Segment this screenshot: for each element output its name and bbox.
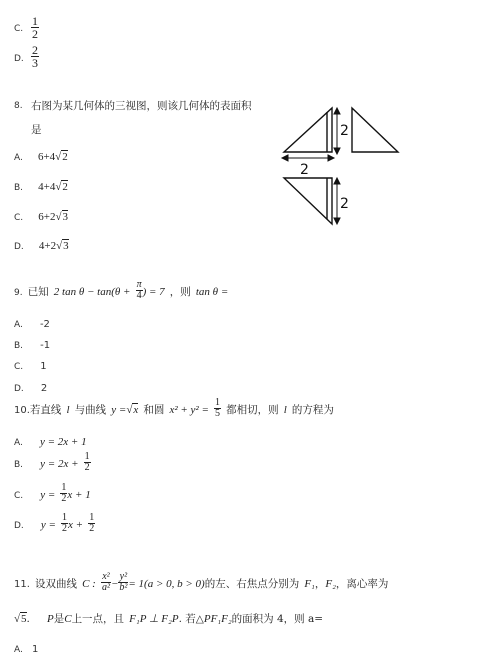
option-a: [14, 430, 87, 449]
option-text: -2: [39, 319, 50, 330]
stem-text: . 若△: [178, 613, 204, 625]
question-stem-continued: 是: [31, 124, 42, 136]
fraction-numerator: 1: [89, 512, 95, 523]
option-text: x +: [68, 519, 84, 531]
fraction-numerator: 1: [62, 512, 68, 523]
option-text: 6+2: [38, 211, 56, 223]
question-number: 8.: [14, 101, 23, 111]
radicand: x: [133, 404, 139, 416]
radicand: 3: [62, 211, 69, 223]
fraction-denominator: a²: [101, 582, 110, 593]
question-stem-continued: √5. P是C上一点，且 F₁P ⊥ F₂P. 若△PF₁F₂的面积为 4，则 a=: [14, 613, 324, 625]
option-label: D.: [14, 384, 24, 394]
math-expression: F₁P ⊥ F₂P: [129, 613, 179, 625]
math-expression: = 1(a > 0, b > 0): [128, 578, 205, 590]
fraction: [214, 398, 221, 419]
fraction-numerator: 1: [32, 14, 38, 28]
fraction-denominator: 2: [62, 523, 68, 534]
stem-text: 的面积为 4，则 a=: [231, 613, 324, 625]
fraction-numerator: 1: [61, 482, 67, 493]
option-text: x + 1: [67, 489, 91, 501]
stem-text: 若直线: [29, 404, 62, 416]
option-label: A.: [14, 438, 23, 448]
stem-text: ，: [314, 578, 326, 590]
option-a: [14, 637, 38, 656]
math-expression: x² + y² =: [169, 404, 209, 416]
stem-text: 和圆: [143, 404, 165, 416]
stem-text: 的方程为: [291, 404, 334, 416]
option-b: [14, 333, 50, 352]
fraction-numerator: x²: [102, 571, 110, 582]
question-stem: 10.若直线 l 与曲线 y =√x 和圆 x² + y² = $\frac{1}{5}$ 都相切，则 l 的方程为: [14, 397, 334, 419]
top-view: [284, 178, 332, 224]
math-expression: PF₁F₂: [203, 613, 232, 625]
fraction-numerator: π: [136, 279, 142, 290]
fraction-denominator: b²: [119, 582, 128, 593]
option-d: [14, 513, 95, 534]
question-stem: [14, 572, 388, 593]
math-expression: tan θ =: [195, 286, 229, 298]
option-label: A.: [14, 153, 23, 163]
option-text: 1: [31, 644, 39, 655]
dimension-label: 2: [340, 123, 349, 139]
math-var: C: [64, 613, 72, 625]
option-text: 6+4: [37, 151, 56, 163]
fraction-denominator: 2: [32, 27, 38, 41]
option-label: C.: [14, 213, 24, 223]
stem-text: 的左、右焦点分别为: [204, 578, 300, 590]
fraction-numerator: 1: [215, 397, 220, 408]
fraction: [84, 452, 91, 473]
fraction: [31, 44, 39, 69]
radicand: 5: [21, 613, 27, 625]
stem-text: 是: [53, 613, 65, 625]
fraction-denominator: 3: [32, 56, 38, 70]
dimension-label: 2: [300, 162, 309, 178]
option-text: 2: [40, 383, 48, 394]
option-text: y =: [40, 489, 56, 501]
math-expression: C :: [82, 578, 96, 590]
fraction-denominator: 2: [89, 523, 95, 534]
option-text: 4+4: [38, 181, 56, 193]
dimension-label: 2: [340, 196, 349, 212]
option-text: 4+2: [38, 240, 57, 252]
option-text: 1: [40, 361, 47, 372]
stem-text: ，离心率为: [335, 578, 389, 590]
question-stem: [14, 280, 228, 301]
stem-text: 与曲线: [74, 404, 107, 416]
fraction: [136, 280, 143, 301]
front-view: [284, 108, 332, 152]
radicand: 2: [62, 181, 68, 193]
option-c: C. 6+2√3: [14, 211, 69, 223]
stem-text: 设双曲线: [35, 578, 77, 590]
question-stem: 右图为某几何体的三视图，则该几何体的表面积: [31, 100, 252, 112]
option-b: [14, 452, 91, 473]
option-label: C.: [14, 362, 24, 372]
side-view: [352, 108, 398, 152]
question-number: 9.: [14, 288, 23, 298]
fraction-denominator: 4: [136, 290, 142, 301]
option-label: D.: [14, 54, 24, 64]
option-d: [14, 376, 47, 395]
option-a: [14, 312, 50, 331]
stem-text: 上一点，且: [71, 613, 125, 625]
option-text: y =: [40, 519, 56, 531]
option-b: B. 4+4√2: [14, 181, 68, 193]
math-expression: y =: [111, 404, 127, 416]
question-number: 10.: [14, 405, 30, 416]
math-var: l: [66, 404, 70, 416]
stem-text: 都相切，则: [226, 404, 279, 416]
front-width-dimension: [282, 155, 334, 161]
option-label: A.: [14, 320, 23, 330]
math-expression: ) = 7: [142, 286, 165, 298]
option-label: B.: [14, 183, 24, 193]
option-label: A.: [14, 645, 23, 655]
option-text: y = 2x +: [40, 458, 79, 470]
stem-text: .: [26, 613, 30, 625]
three-view-figure: [272, 100, 412, 230]
math-operator: −: [110, 578, 119, 590]
fraction-denominator: 5: [215, 408, 220, 419]
fraction-numerator: y²: [119, 571, 128, 582]
question-number: 11.: [14, 579, 30, 590]
fraction-denominator: 2: [84, 462, 90, 473]
math-var: l: [283, 404, 287, 416]
fraction-numerator: 1: [84, 451, 90, 462]
fraction: [118, 572, 128, 593]
fraction: [101, 572, 111, 593]
fraction: [61, 513, 68, 534]
stem-text: ，则: [169, 286, 191, 298]
option-label: D.: [14, 521, 24, 531]
option-c: [14, 483, 91, 504]
fraction-denominator: 2: [61, 493, 67, 504]
radicand: 3: [63, 240, 69, 252]
stem-text: 已知: [27, 286, 49, 298]
option-label: C.: [14, 24, 24, 34]
fraction-numerator: 2: [32, 43, 38, 57]
option-label: D.: [14, 242, 24, 252]
math-var: F₁: [304, 578, 315, 590]
fraction: [88, 513, 95, 534]
option-a: A. 6+4√2: [14, 151, 68, 163]
option-d: D. 4+2√3: [14, 240, 69, 252]
option-text: -1: [40, 340, 51, 351]
option-label: C.: [14, 491, 24, 501]
math-expression: 2 tan θ − tan(θ +: [53, 286, 131, 298]
math-var: F₂: [325, 578, 336, 590]
fraction: [31, 15, 39, 40]
radicand: 2: [62, 151, 68, 163]
option-c: [14, 354, 47, 373]
option-label: B.: [14, 460, 24, 470]
math-var: P: [46, 613, 54, 625]
option-text: y = 2x + 1: [39, 436, 87, 448]
option-label: B.: [14, 341, 24, 351]
